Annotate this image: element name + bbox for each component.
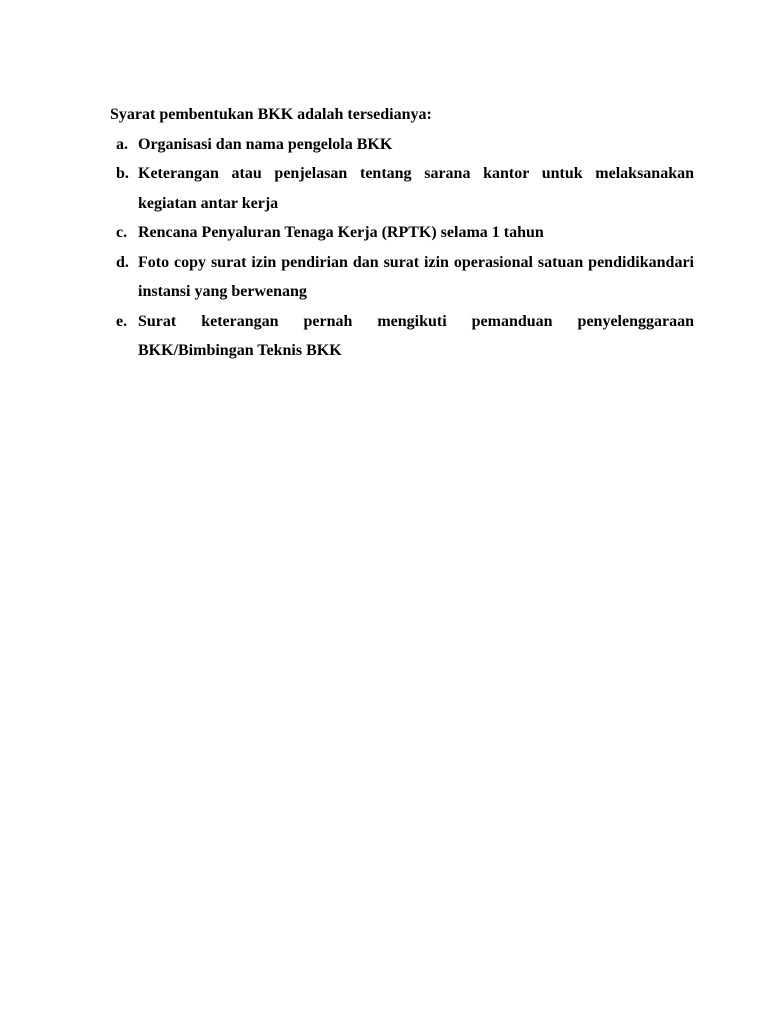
list-marker: e.: [116, 312, 128, 330]
list-marker: c.: [116, 224, 128, 241]
list-item-text: Surat keterangan pernah mengikuti pemanduan penyelenggaraan BKK/Bimbingan Teknis BKK: [138, 312, 694, 359]
requirements-list: [110, 130, 694, 366]
list-item: [110, 218, 694, 248]
list-item: [110, 248, 694, 307]
list-item-text: Rencana Penyaluran Tenaga Kerja (RPTK) selama 1 tahun: [138, 224, 544, 241]
list-item: [110, 307, 694, 366]
list-item: [110, 130, 694, 160]
list-item-text: Foto copy surat izin pendirian dan surat izin operasional satuan pendidikandari instansi yang berwenang: [138, 253, 694, 300]
list-item: [110, 159, 694, 218]
list-marker: b.: [116, 165, 129, 182]
list-item-text: Keterangan atau penjelasan tentang sarana kantor untuk melaksanakan kegiatan antar kerja: [138, 165, 694, 212]
list-item-text: Organisasi dan nama pengelola BKK: [138, 135, 393, 153]
list-marker: a.: [116, 135, 128, 153]
intro-text: Syarat pembentukan BKK adalah tersedianya:: [110, 106, 432, 123]
document-body: [110, 100, 694, 366]
list-marker: d.: [116, 253, 129, 271]
